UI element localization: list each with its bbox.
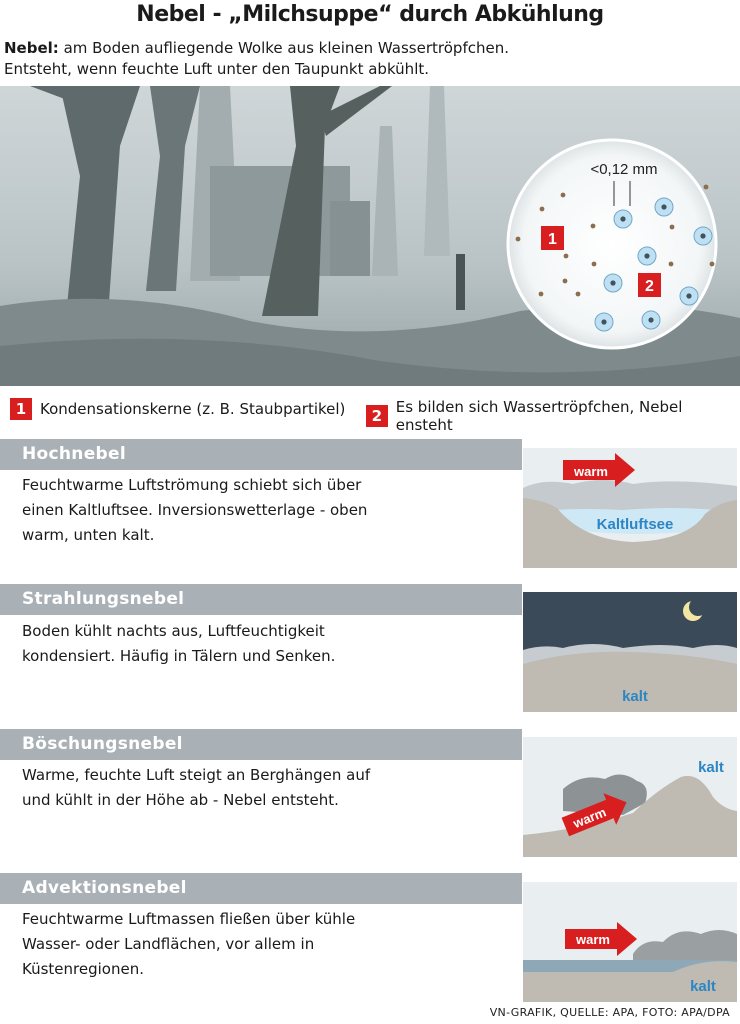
desc-line: kondensiert. Häufig in Tälern und Senken. bbox=[22, 647, 336, 665]
intro-line-2: Entsteht, wenn feuchte Luft unter den Taupunkt abkühlt. bbox=[4, 60, 430, 78]
intro-text bbox=[4, 38, 734, 80]
label-kalt-coast: kalt bbox=[690, 978, 716, 995]
legend-text-2: Es bilden sich Wassertröpfchen, Nebel ensteht bbox=[395, 398, 683, 434]
section-desc-boeschungsnebel bbox=[22, 763, 402, 813]
desc-line: Feuchtwarme Luftmassen fließen über kühle bbox=[22, 910, 356, 928]
desc-line: warm, unten kalt. bbox=[22, 526, 155, 544]
section-desc-advektionsnebel bbox=[22, 907, 402, 982]
advektionsnebel-illustration bbox=[523, 882, 737, 1002]
fog-photo bbox=[0, 86, 740, 386]
legend-item-1 bbox=[10, 398, 345, 420]
desc-line: Boden kühlt nachts aus, Luftfeuchtigkeit bbox=[22, 622, 325, 640]
desc-line: Feuchtwarme Luftströmung schiebt sich über bbox=[22, 476, 362, 494]
section-title-boeschungsnebel: Böschungsnebel bbox=[0, 729, 522, 760]
intro-term: Nebel: bbox=[4, 39, 59, 57]
label-kaltluftsee: Kaltluftsee bbox=[596, 516, 674, 533]
section-title-strahlungsnebel: Strahlungsnebel bbox=[0, 584, 522, 615]
label-kalt: kalt bbox=[622, 688, 648, 705]
legend-badge-2: 2 bbox=[366, 405, 388, 427]
desc-line: Warme, feuchte Luft steigt an Berghängen auf bbox=[22, 766, 371, 784]
desc-line: Wasser- oder Landflächen, vor allem in bbox=[22, 935, 315, 953]
label-warm: warm bbox=[571, 804, 609, 832]
section-title-hochnebel: Hochnebel bbox=[0, 439, 522, 470]
marker-1: 1 bbox=[548, 231, 557, 248]
page-title: Nebel - „Milchsuppe“ durch Abkühlung bbox=[136, 2, 604, 27]
label-warm: warm bbox=[576, 932, 610, 947]
desc-line: Küstenregionen. bbox=[22, 960, 144, 978]
hochnebel-illustration bbox=[523, 448, 737, 568]
legend-item-2 bbox=[366, 398, 740, 434]
label-warm: warm bbox=[574, 464, 608, 479]
section-title-advektionsnebel: Advektionsnebel bbox=[0, 873, 522, 904]
measure-label: <0,12 mm bbox=[590, 161, 658, 178]
desc-line: einen Kaltluftsee. Inversionswetterlage - oben bbox=[22, 501, 368, 519]
source-credit: VN-GRAFIK, QUELLE: APA, FOTO: APA/DPA bbox=[489, 1006, 730, 1019]
legend-text-1: Kondensationskerne (z. B. Staubpartikel) bbox=[40, 400, 346, 418]
label-kalt-mountain: kalt bbox=[698, 759, 724, 776]
boeschungsnebel-illustration bbox=[523, 737, 737, 857]
section-desc-hochnebel bbox=[22, 473, 402, 548]
intro-line-1: am Boden aufliegende Wolke aus kleinen Wassertröpfchen. bbox=[63, 39, 509, 57]
section-desc-strahlungsnebel bbox=[22, 619, 402, 669]
desc-line: und kühlt in der Höhe ab - Nebel entsteht. bbox=[22, 791, 339, 809]
marker-2: 2 bbox=[645, 278, 654, 295]
strahlungsnebel-illustration bbox=[523, 592, 737, 712]
legend-badge-1: 1 bbox=[10, 398, 32, 420]
